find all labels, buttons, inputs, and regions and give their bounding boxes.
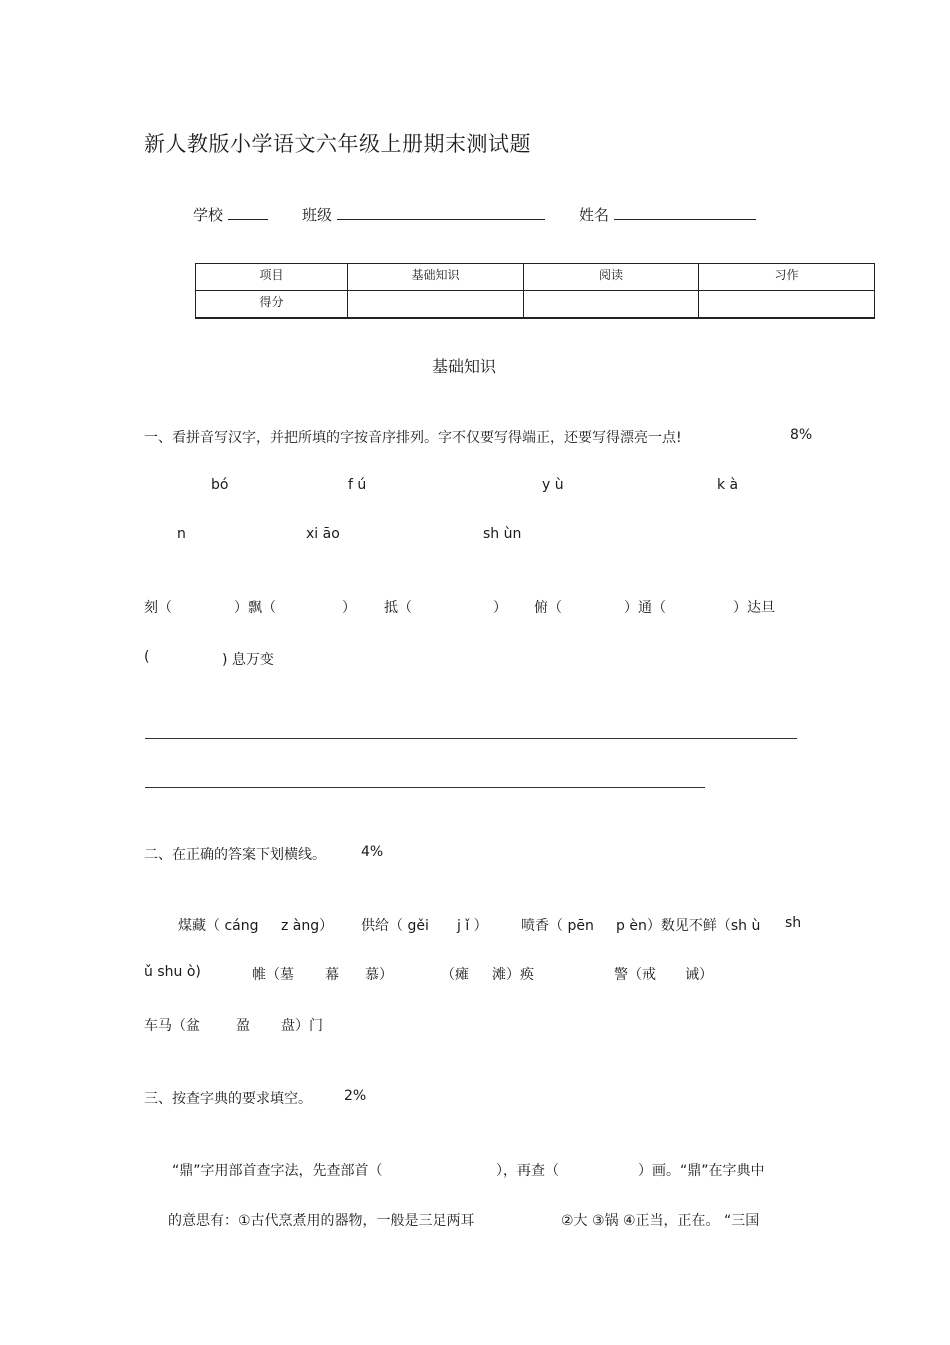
page-title: 新人教版小学语文六年级上册期末测试题: [144, 132, 531, 156]
pinyin: xi āo: [306, 526, 340, 542]
score-table: [195, 263, 875, 319]
q3-prompt: 三、按查字典的要求填空。: [144, 1091, 312, 1107]
q1-prompt: 一、看拼音写汉字，并把所填的字按音序排列。字不仅要写得端正，还要写得漂亮一点!: [144, 430, 682, 446]
score-cell: [699, 291, 875, 319]
q2-item: j ǐ ）: [457, 918, 488, 934]
q2-prompt: 二、在正确的答案下划横线。: [144, 847, 326, 863]
q3-text: “鼎”字用部首查字法，先查部首（: [172, 1163, 383, 1179]
name-label: 姓名: [579, 206, 610, 224]
pinyin: sh ùn: [483, 526, 522, 542]
q2-item: 诫）: [685, 967, 713, 983]
fill-text: ) 息万变: [222, 652, 274, 668]
score-table-header: 习作: [699, 264, 875, 291]
pinyin: k à: [717, 477, 739, 493]
answer-line: [145, 738, 797, 739]
class-field: [302, 204, 545, 225]
class-label: 班级: [302, 206, 333, 224]
score-cell: [348, 291, 524, 319]
q1-score: 8%: [790, 427, 813, 443]
q3-text: ）画。“鼎”在字典中: [638, 1163, 765, 1179]
q2-item: 警（戒: [614, 967, 656, 983]
score-cell: [524, 291, 699, 319]
score-row-label: 得分: [196, 291, 348, 319]
q2-item: ǔ shu ò): [144, 964, 201, 980]
fill-text: 俯（: [534, 600, 562, 616]
fill-text: ）通（: [624, 600, 666, 616]
q2-item: 供给（ gěi: [361, 918, 429, 934]
q2-item: 喷香（ pēn: [521, 918, 594, 934]
fill-text: ）: [342, 600, 356, 616]
q2-item: 滩）痪: [492, 967, 534, 983]
pinyin: bó: [211, 477, 229, 493]
q2-item: 盈: [236, 1018, 250, 1034]
fill-text: ）飘（: [234, 600, 276, 616]
section-heading: 基础知识: [432, 357, 497, 376]
fill-text: ）达旦: [733, 600, 775, 616]
score-table-header: 阅读: [524, 264, 699, 291]
score-table-row: [196, 291, 875, 319]
score-table-header: 项目: [196, 264, 348, 291]
fill-text: 抵（: [384, 600, 412, 616]
q2-item: z àng）: [281, 918, 334, 934]
school-blank: [228, 205, 268, 220]
name-field: [579, 204, 756, 225]
q3-text: ②大 ③锅 ④正当，正在。 “三国: [561, 1213, 760, 1229]
q3-text: ），再查（: [496, 1163, 559, 1179]
q2-item: 幕: [325, 967, 339, 983]
q2-item: 煤藏（ cáng: [178, 918, 259, 934]
answer-line: [145, 787, 705, 788]
school-label: 学校: [193, 206, 224, 224]
q2-item: 盘）门: [281, 1018, 323, 1034]
q2-score: 4%: [361, 844, 384, 860]
q2-item: 慕）: [365, 967, 393, 983]
school-field: [193, 204, 268, 225]
pinyin: y ù: [542, 477, 564, 493]
q2-item: p èn）数见不鲜（sh ù: [616, 918, 761, 934]
pinyin: f ú: [348, 477, 367, 493]
q2-item: 车马（盆: [144, 1018, 200, 1034]
score-table-header-row: [196, 264, 875, 291]
fill-text: ）: [493, 600, 507, 616]
q2-item: 帷（墓: [252, 967, 294, 983]
fill-text: 刻（: [144, 600, 172, 616]
q2-item: （瘫: [441, 967, 469, 983]
class-blank: [337, 205, 545, 220]
fill-text: (: [144, 649, 150, 665]
q3-text: 的意思有：①古代烹煮用的器物，一般是三足两耳: [168, 1213, 475, 1229]
q2-item: sh: [785, 915, 802, 931]
pinyin: n: [177, 526, 186, 542]
score-table-header: 基础知识: [348, 264, 524, 291]
name-blank: [614, 205, 756, 220]
q3-score: 2%: [344, 1088, 367, 1104]
